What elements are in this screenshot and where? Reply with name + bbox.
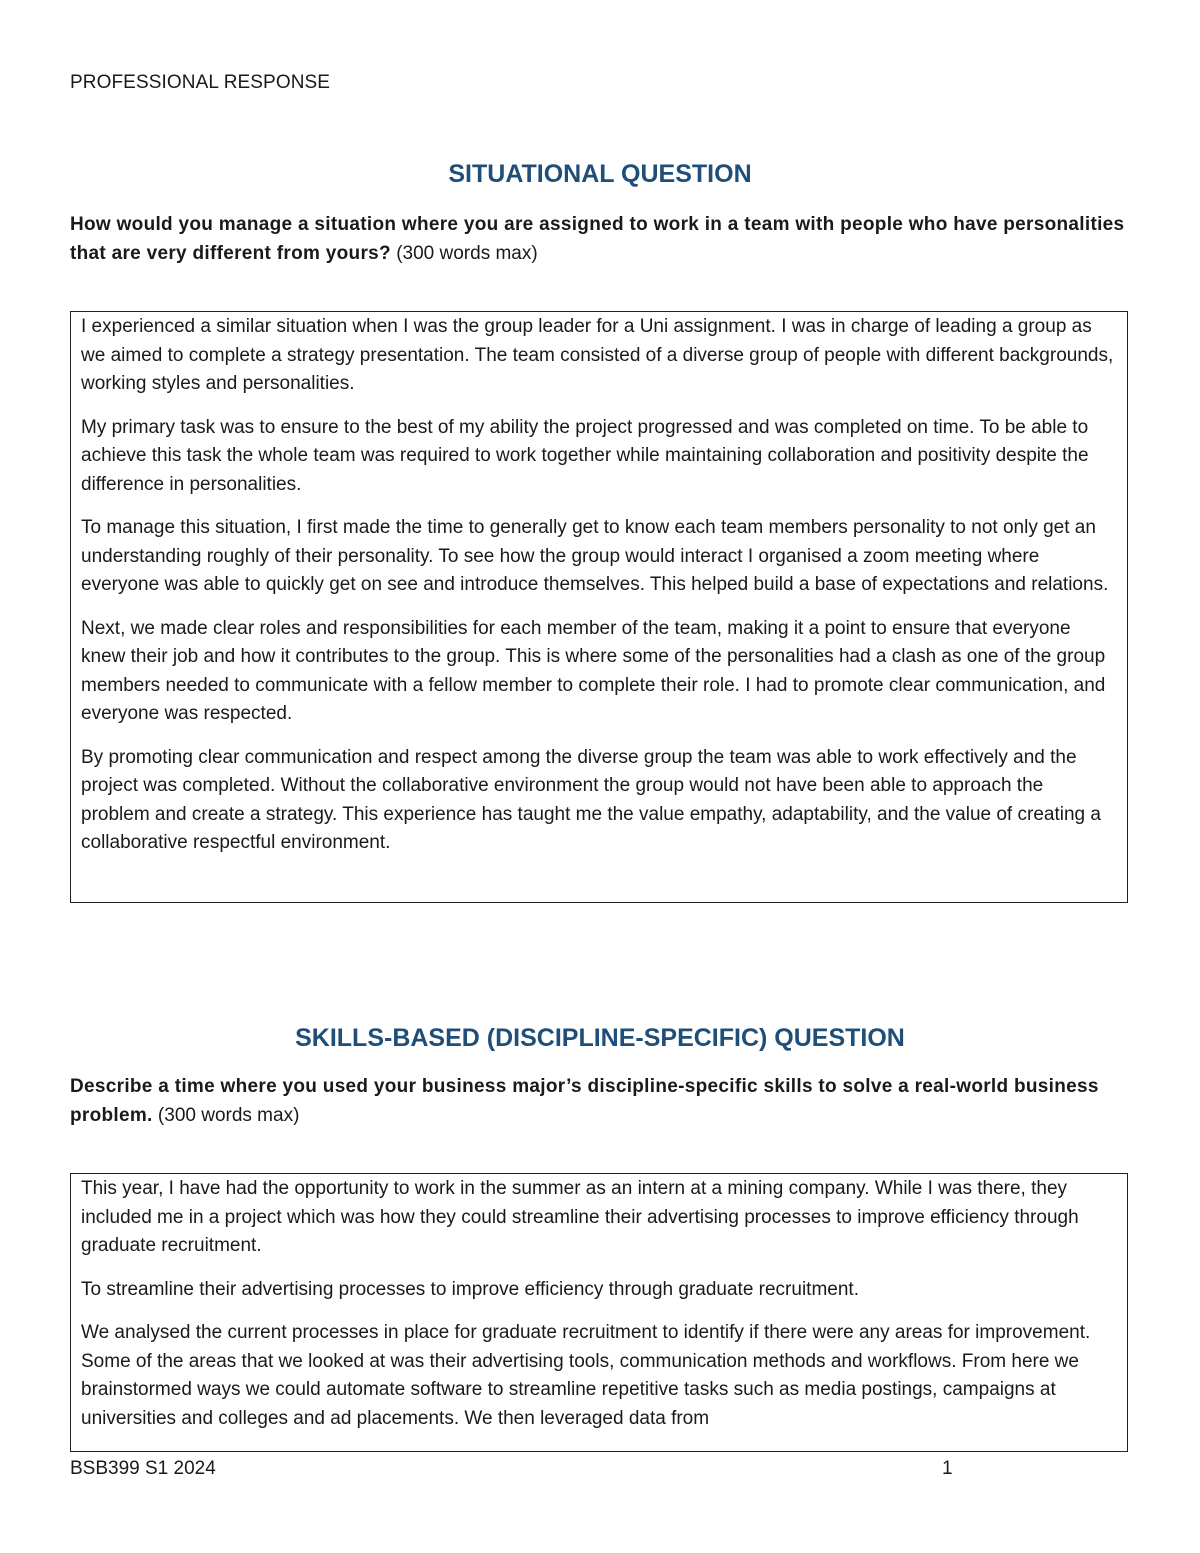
skills-answer-paragraph: We analysed the current processes in place for graduate recruitment to identify if there were any areas for improvement. Some of the areas that we looked at was their advertising tools, communication methods and workflows. From here we brainstormed ways we could automate software to streamline repetitive tasks such as media postings, campaigns at universities and colleges and ad placements. We then leveraged data from: [81, 1322, 1091, 1429]
situational-answer-paragraph: By promoting clear communication and respect among the diverse group the team was able to work effectively and the project was completed. Without the collaborative environment the group would not have been able to approach the problem and create a strategy. This experience has taught me the value empathy, adaptability, and the value of creating a collaborative respectful environment.: [81, 746, 1101, 853]
situational-answer-paragraph: My primary task was to ensure to the best of my ability the project progressed and was completed on time. To be able to achieve this task the whole team was required to work together while maintaining collaboration and positivity despite the difference in personalities.: [81, 416, 1089, 495]
situational-answer-paragraph: I experienced a similar situation when I was the group leader for a Uni assignment. I was in charge of leading a group as we aimed to complete a strategy presentation. The team consisted of a diverse group of people with different backgrounds, working styles and personalities.: [81, 316, 1114, 394]
skills-answer-paragraph: To streamline their advertising processes to improve efficiency through graduate recruitment.: [81, 1278, 859, 1300]
situational-answer-paragraph: To manage this situation, I first made the time to generally get to know each team members personality to not only get an understanding roughly of their personality. To see how the group would interact I organised a zoom meeting where everyone was able to quickly get on see and introduce themselves. This helped build a base of expectations and relations.: [81, 517, 1109, 595]
situational-answer-paragraph: Next, we made clear roles and responsibilities for each member of the team, making it a point to ensure that everyone knew their job and how it contributes to the group. This is where some of the personalities had a clash as one of the group members needed to communicate with a fellow member to complete their role. I had to promote clear communication, and everyone was respected.: [81, 617, 1106, 724]
skills-answer-paragraph: This year, I have had the opportunity to work in the summer as an intern at a mining company. While I was there, they included me in a project which was how they could streamline their advertising processes to improve efficiency through graduate recruitment.: [81, 1178, 1079, 1256]
skills-answer-box: [70, 1173, 1128, 1452]
footer-page-number: 1: [942, 1458, 953, 1479]
skills-question-text: [70, 1072, 1130, 1130]
situational-question-bold: How would you manage a situation where you are assigned to work in a team with people who have personalities that are very different from yours?: [70, 214, 1125, 264]
situational-answer-box: [70, 311, 1128, 903]
document-header-label: PROFESSIONAL RESPONSE: [70, 72, 331, 93]
situational-question-title: SITUATIONAL QUESTION: [448, 160, 752, 188]
skills-question-bold: Describe a time where you used your business major’s discipline-specific skills to solve a real-world business problem.: [70, 1076, 1099, 1126]
situational-word-limit: (300 words max): [390, 243, 538, 264]
skills-question-title: SKILLS-BASED (DISCIPLINE-SPECIFIC) QUESTION: [295, 1024, 905, 1052]
footer-course-code: BSB399 S1 2024: [70, 1458, 216, 1479]
skills-word-limit: (300 words max): [152, 1105, 300, 1126]
situational-question-text: [70, 210, 1130, 268]
